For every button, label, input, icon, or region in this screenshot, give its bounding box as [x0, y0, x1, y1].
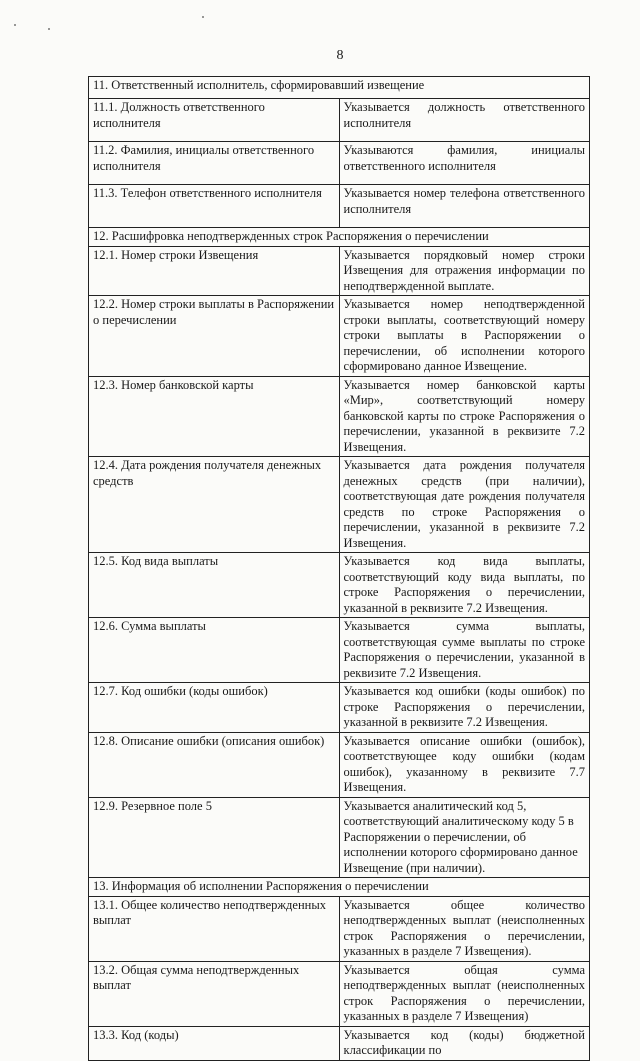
table-row	[89, 553, 590, 618]
field-name-cell: 12.4. Дата рождения получателя денежных средств	[89, 457, 340, 553]
section-heading: 13. Информация об исполнении Распоряжения о перечислении	[89, 878, 590, 897]
table-row	[89, 1026, 590, 1060]
table-row	[89, 732, 590, 797]
field-name-cell: 12.5. Код вида выплаты	[89, 553, 340, 618]
field-name-cell: 12.8. Описание ошибки (описания ошибок)	[89, 732, 340, 797]
table-row	[89, 185, 590, 228]
field-description-cell: Указывается номер телефона ответственного исполнителя	[339, 185, 590, 228]
table-row	[89, 246, 590, 296]
field-description-cell: Указывается номер неподтвержденной строки выплаты, соответствующий номеру строки выплаты в Распоряжении о перечислении, об исполнении которого сформировано данное Извещение.	[339, 296, 590, 377]
field-description-cell: Указывается общая сумма неподтвержденных выплат (неисполненных строк Распоряжения о перечислении, указанных в разделе 7 Извещения)	[339, 961, 590, 1026]
table-row	[89, 457, 590, 553]
scan-speck	[14, 24, 16, 26]
table-row	[89, 296, 590, 377]
field-name-cell: 12.1. Номер строки Извещения	[89, 246, 340, 296]
table-row	[89, 99, 590, 142]
section-row	[89, 228, 590, 247]
section-heading: 11. Ответственный исполнитель, сформировавший извещение	[89, 77, 590, 99]
field-name-cell: 12.7. Код ошибки (коды ошибок)	[89, 683, 340, 733]
field-name-cell: 13.3. Код (коды)	[89, 1026, 340, 1060]
field-description-cell: Указывается дата рождения получателя денежных средств (при наличии), соответствующая дате рождения получателя средств по строке Распоряжения о перечислении, указанной в реквизите 7.2 Извещения.	[339, 457, 590, 553]
field-name-cell: 12.3. Номер банковской карты	[89, 376, 340, 457]
table-row	[89, 961, 590, 1026]
field-description-cell: Указывается сумма выплаты, соответствующая сумме выплаты по строке Распоряжения о перечислении, указанной в реквизите 7.2 Извещения.	[339, 618, 590, 683]
field-name-cell: 12.2. Номер строки выплаты в Распоряжении о перечислении	[89, 296, 340, 377]
field-description-cell: Указывается порядковый номер строки Извещения для отражения информации по неподтвержденной выплате.	[339, 246, 590, 296]
page-number: 8	[336, 48, 344, 63]
table-row	[89, 896, 590, 961]
field-name-cell: 12.6. Сумма выплаты	[89, 618, 340, 683]
field-description-cell: Указывается код вида выплаты, соответствующий коду вида выплаты, по строке Распоряжения о перечислении, указанной в реквизите 7.2 Извещения.	[339, 553, 590, 618]
table-row	[89, 797, 590, 878]
field-description-cell: Указывается описание ошибки (ошибок), соответствующее коду ошибки (кодам ошибок), указанному в реквизите 7.7 Извещения.	[339, 732, 590, 797]
field-description-cell: Указывается код (коды) бюджетной классификации по	[339, 1026, 590, 1060]
scan-specks	[12, 14, 212, 34]
scan-speck	[48, 28, 50, 30]
field-description-cell: Указывается общее количество неподтвержденных выплат (неисполненных строк Распоряжения о перечислении, указанных в разделе 7 Извещения).	[339, 896, 590, 961]
field-description-cell: Указывается аналитический код 5, соответствующий аналитическому коду 5 в Распоряжении о перечислении, об исполнении которого сформировано данное Извещение (при наличии).	[339, 797, 590, 878]
section-row	[89, 77, 590, 99]
table-row	[89, 683, 590, 733]
field-name-cell: 11.2. Фамилия, инициалы ответственного исполнителя	[89, 142, 340, 185]
field-description-cell: Указывается код ошибки (коды ошибок) по строке Распоряжения о перечислении, указанной в реквизите 7.2 Извещения.	[339, 683, 590, 733]
field-name-cell: 11.1. Должность ответственного исполнителя	[89, 99, 340, 142]
field-name-cell: 12.9. Резервное поле 5	[89, 797, 340, 878]
table-row	[89, 618, 590, 683]
scan-speck	[202, 16, 204, 18]
table-row	[89, 142, 590, 185]
section-heading: 12. Расшифровка неподтвержденных строк Распоряжения о перечислении	[89, 228, 590, 247]
field-description-cell: Указываются фамилия, инициалы ответственного исполнителя	[339, 142, 590, 185]
field-name-cell: 13.1. Общее количество неподтвержденных выплат	[89, 896, 340, 961]
field-description-cell: Указывается должность ответственного исполнителя	[339, 99, 590, 142]
section-row	[89, 878, 590, 897]
field-description-cell: Указывается номер банковской карты «Мир», соответствующий номеру банковской карты по строке Распоряжения о перечислении, указанной в реквизите 7.2 Извещения.	[339, 376, 590, 457]
field-name-cell: 13.2. Общая сумма неподтвержденных выплат	[89, 961, 340, 1026]
field-name-cell: 11.3. Телефон ответственного исполнителя	[89, 185, 340, 228]
requisites-table	[88, 76, 590, 1061]
table-row	[89, 376, 590, 457]
